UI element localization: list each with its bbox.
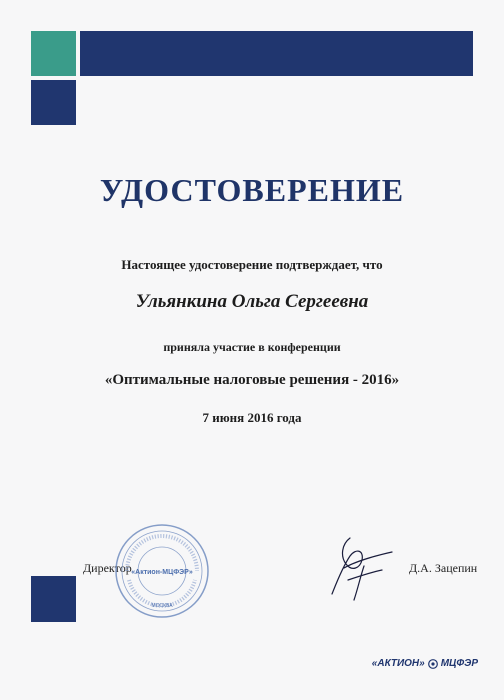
director-label: Директор <box>83 561 132 575</box>
certificate-intro: Настоящее удостоверение подтверждает, что <box>121 257 383 272</box>
company-seal-stamp <box>113 522 211 620</box>
teal-square-decoration <box>31 31 76 76</box>
signer-name: Д.А. Зацепин <box>409 561 478 575</box>
participation-text: приняла участие в конференции <box>163 340 341 354</box>
navy-bar-decoration <box>80 31 473 76</box>
event-date: 7 июня 2016 года <box>202 410 302 425</box>
brand-mcfer: МЦФЭР <box>440 658 478 669</box>
seal-center-text: «Актион-МЦФЭР» <box>131 569 193 576</box>
navy-square-decoration <box>31 80 76 125</box>
footer-brand <box>372 658 478 669</box>
certificate-title: УДОСТОВЕРЕНИЕ <box>99 172 405 208</box>
mcfer-logo-icon <box>428 659 438 669</box>
brand-aktion: «АКТИОН» <box>371 658 425 669</box>
seal-city-text: МОСКВА <box>151 603 173 609</box>
bottom-navy-square-decoration <box>31 576 76 622</box>
event-name: «Оптимальные налоговые решения - 2016» <box>104 372 400 388</box>
recipient-name: Ульянкина Ольга Сергеевна <box>135 291 369 312</box>
director-signature <box>320 530 405 610</box>
